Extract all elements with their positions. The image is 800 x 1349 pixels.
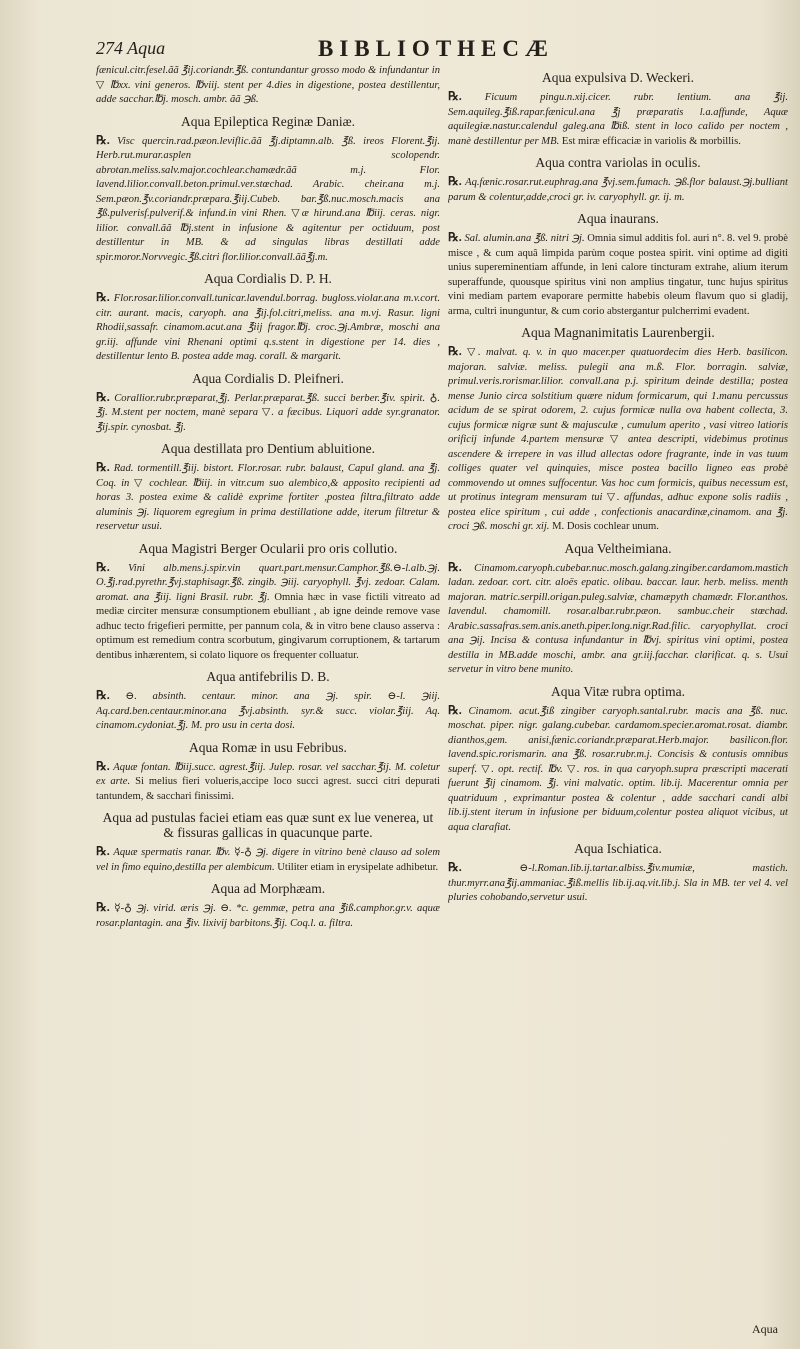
recipe-section	[448, 325, 788, 535]
recipe-title: Aqua Ischiatica.	[574, 841, 662, 856]
recipe-text	[96, 460, 440, 535]
recipe-symbol: ℞.	[448, 89, 462, 103]
recipe-title: Aqua ad Morphæam.	[210, 881, 326, 896]
recipe-section	[96, 740, 440, 805]
recipe-ingredients: Aquæ spermatis ranar. ℔v. ☿-♁ ℈j. digere in vitrino benè clauso ad solem vel in fimo equino,destilla per alembicum.	[96, 847, 440, 873]
recipe-section	[96, 371, 440, 436]
recipe-symbol: ℞.	[96, 290, 110, 304]
recipe-title: Aqua Veltheimiana.	[564, 540, 672, 556]
recipe-symbol: ℞.	[448, 174, 462, 188]
recipe-symbol: ℞.	[96, 559, 110, 574]
recipe-text	[448, 174, 788, 205]
recipe-instructions: Omnia simul additis fol. auri n°. 8. vel 9. probè misce , & cum aquâ limpida parùm coque postea spirit. vini optime ad digiti unius supereminentiam affunde, in leni calore tincturam extrahe, alium iterum superaffunde, quousque spiritus vini non amplius tingatur, tunc hujus spiritus vini mediam partem evaporare permitte habebis oleum flavum quo si gladij, arma, cultri inunguntur, & cum corio abstergantur pulcherrimi evadent.	[448, 233, 788, 317]
recipe-title: Aqua destillata pro Dentium abluitione.	[160, 441, 376, 456]
recipe-instructions: Utiliter etiam in erysipelate adhibetur.	[274, 861, 439, 873]
recipe-symbol: ℞.	[448, 344, 462, 358]
page-header	[96, 34, 764, 64]
recipe-section	[448, 841, 788, 906]
recipe-title: Aqua Vitæ rubra optima.	[551, 683, 685, 699]
recipe-section	[96, 441, 440, 535]
right-column	[448, 64, 788, 1343]
recipe-text	[96, 844, 440, 875]
recipe-title: Aqua inaurans.	[577, 211, 659, 226]
recipe-section	[448, 684, 788, 836]
recipe-text	[448, 860, 788, 906]
running-title: BIBLIOTHECÆ	[318, 36, 554, 61]
catchword: Aqua	[752, 1322, 778, 1336]
recipe-text	[96, 390, 440, 436]
recipe-text	[96, 759, 440, 805]
left-column	[96, 64, 440, 1343]
recipe-symbol: ℞.	[96, 900, 110, 914]
recipe-ingredients: Cinamom. acut.℥iß zingiber caryoph.santal.rubr. macis ana ℥ß. nuc. moschat. piper. nigr. galang.cubebar. cardamom.specier.aromat.rosat. diambr. dianthos,gem. anisi,fænic.coriandr.præparat.Herb.major. basilicon.flor. lavend.spic.rorismarin. ana ℥ß. rosar.rubr.m.j. Concisis & contusis omnibus superf. ▽. opt. rectif. ℔v. ▽. ros. in qua caryoph.supra præscripti macerati fuerunt ℥ij cinamom. ℥j. vini malvatic. optim. lib.ij. Macerentur omnia per quatriduum , exprimantur postea & colentur , adde sacchari candi albi lib.ij.stent iterum in infusione per biduum,colentur postea aliquot vicibus, ut aqua clarafiat.	[448, 705, 788, 833]
recipe-section	[96, 271, 440, 365]
continued-recipe: fænicul.citr.fesel.ãã ℥ij.coriandr.℥ß. contundantur grosso modo & infundantur in ▽ ℔xx. vini generos. ℔viij. stent per 4.dies in digestione, postea destillentur, adde sacchar.℔j. mosch. ambr. ãã ℈ß.	[96, 65, 440, 105]
recipe-title: Aqua contra variolas in oculis.	[535, 155, 701, 170]
recipe-symbol: ℞.	[448, 702, 462, 717]
recipe-section	[448, 211, 788, 319]
recipe-title: Aqua Cordialis D. Pleifneri.	[192, 370, 344, 386]
page-number: 274 Aqua	[96, 38, 166, 58]
recipe-title: Aqua antifebrilis D. B.	[206, 669, 330, 684]
recipe-ingredients: ▽. malvat. q. v. in quo macer.per quatuordecim dies Herb. basilicon. majoran. salviæ. meliss. pulegii ana m.ß. Flor. borragin. salviæ, primul.veris.rorismar.lilior. convall.ana p.j. spiritum deinde destilla; postea mense Junio circa solstitium quære nidum formicarum, qui 1.manu percussus acidum de se spirat odorem, 2. cujus formicæ nulla ova habent collecta, 3. cujus formicæ nigræ sunt & majusculæ , cumulum aperito , vasi vitreo latioris orificij infunde 4.partem mensuræ ▽ antea descripti, videbimus protinus ascendere & irrepere in vas illud allectas odore fragrante, inde in vas tuum colliges quater vel quinquies, misce postea bacillo ligneo eas probè commovendo ut omnes suffocentur. Vas hoc cum formicis, quibus necessum est, ut protinus integram mensuram tui ▽. affundas, adhuc expone solis radiis , postea elice spiritum , cui adde , confectionis anacardinæ,cinamom. ana ℥j. croci ℈ß. moschi gr. xij.	[448, 347, 788, 532]
recipe-title: Aqua Magistri Berger Ocularii pro oris collutio.	[138, 540, 398, 556]
recipe-instructions: Est miræ efficaciæ in variolis & morbillis.	[559, 135, 741, 147]
recipe-ingredients: Aq.fænic.rosar.rut.euphrag.ana ℥vj.sem.fumach. ℈ß.flor balaust.℈j.bulliant parum & colentur,adde,croci gr. iv. caryophyll. gr. ij. m.	[448, 177, 788, 203]
recipe-text	[448, 230, 788, 319]
recipe-text	[448, 560, 788, 678]
recipe-title: Aqua Romæ in usu Febribus.	[189, 739, 347, 755]
recipe-text	[448, 703, 788, 836]
recipe-section	[96, 881, 440, 931]
recipe-text	[448, 89, 788, 149]
recipe-title: Aqua Magnanimitatis Laurenbergii.	[521, 325, 715, 340]
recipe-symbol: ℞.	[96, 132, 110, 147]
recipe-instructions: Omnia hæc in vase fictili vitreato ad mediæ circiter mensuræ consumptionem ebulliant , ab igne deinde remove vase adhuc tecto frigefieri permitte, per pannum cola, & in vitro bene clauso asserva : optimum est remedium contra scorbutum, gingivarum corruptionem, & tartarum dentibus inhærentem, si colato liquore os frequenter colluatur.	[96, 591, 440, 661]
recipe-section	[96, 669, 440, 734]
left-sections	[96, 114, 440, 932]
recipe-ingredients: Flor.rosar.lilior.convall.tunicar.lavendul.borrag. bugloss.violar.ana m.v.cort. citr. aurant. macis, caryoph. ana ℥ij.fol.citri,meliss. ana m.vj. Rasur. ligni Rhodii,sassafr. cinamom.acut.ana ℥iij fragor.℔j. croc.℈j.Ambræ, moschi ana gr.iij. affunde vini Rhenani optimi q.s.stent in digestione per 14. dies , destillentur lento B. postea adde mag. corall. & margarit.	[96, 293, 440, 362]
recipe-title: Aqua ad pustulas faciei etiam eas quæ sunt ex lue venerea, ut & fissuras gallicas in quacunque parte.	[102, 810, 434, 840]
recipe-section	[96, 810, 440, 875]
recipe-symbol: ℞.	[448, 559, 462, 574]
recipe-symbol: ℞.	[96, 688, 110, 702]
recipe-ingredients: Ficuum pingu.n.xij.cicer. rubr. lentium. ana ℥ij. Sem.aquileg.℥iß.rapar.fænicul.ana ℥j præparatis l.a.affunde, Aquæ aquilegiæ.nastur.calendul galeg.ana ℔iß. stent in loco calido per noctem , manè destillentur per MB.	[448, 92, 788, 147]
recipe-symbol: ℞.	[96, 389, 110, 404]
recipe-text	[448, 344, 788, 535]
recipe-text	[96, 688, 440, 734]
recipe-symbol: ℞.	[448, 230, 462, 244]
recipe-symbol: ℞.	[96, 460, 110, 474]
recipe-ingredients: Corallior.rubr.præparat,℥j. Perlar.præparat.℥ß. succi berber.℥iv. spirit. ♁. ℥j. M.stent per noctem, manè separa ▽. a fæcibus. Liquori adde syr.granator. ℥ij.spir. cynosbat. ℥j.	[96, 392, 440, 433]
recipe-title: Aqua Epileptica Reginæ Daniæ.	[181, 113, 355, 129]
recipe-section	[96, 114, 440, 266]
recipe-section	[448, 541, 788, 678]
recipe-instructions: M. Dosis cochlear unum.	[549, 521, 659, 532]
recipe-section	[96, 541, 440, 664]
recipe-text	[96, 133, 440, 266]
recipe-ingredients: Rad. tormentill.℥iij. bistort. Flor.rosar. rubr. balaust, Capul gland. ana ℥j. Coq. in ▽ cochlear. ℔iij. in vitr.cum suo alembico,& apposito recipienti ad horas 3. postea exime & calidè exprime fortiter ,postea filtra,filtrato adde aluminis ℈j. liquorem egregium in prima destillatione adde, iterum filtretur & reservetur usui.	[96, 463, 440, 532]
right-sections	[448, 70, 788, 906]
recipe-text	[96, 290, 440, 365]
recipe-text	[96, 560, 440, 664]
recipe-text	[96, 900, 440, 931]
recipe-ingredients: ⊖. absinth. centaur. minor. ana ℈j. spir. ⊖-l. ℈iij. Aq.card.ben.centaur.minor.ana ℥vj.absinth. syr.& succ. violar.℥iij. Aq. cinamom.cydoniat.℥j. M. pro usu in certa dosi.	[96, 691, 440, 731]
recipe-ingredients: Cinamom.caryoph.cubebar.nuc.mosch.galang.zingiber.cardamom.mastich ladan. zedoar. cort. citr. aloës epatic. olibau. baccar. laur. herb. meliss. menth majoran. matric.serpill.origan.puleg.salviæ, chamæpyth chamædr. Flor.anthos. lavendul. chamomill. rosar.albar.rubr.pæon. sambuc.cheir stœchad. Arabic.sassafras.sem.anis.aneth.piper.long.nigr.Rad.filic. caryophyllat. croci ana ℈ij. Incisa & contusa infundantur in ℔vj. spiritus vini optimi, postea destilla in MB.adde moschi, ambr. ana gr.iij.facchar. clarificat. q. s. Usui servetur in vitro bene munito.	[448, 562, 788, 675]
recipe-ingredients: Vini alb.mens.j.spir.vin quart.part.mensur.Camphor.℥ß.⊖-l.alb.℈j. O.℥j.rad.pyrethr.℥vj.staphisagr.℥ß. zingib. ℈iij. caryophyll. ℥vj. zedoar. Calam. aromat. ana ℥iij. ligni Brasil. rubr. ℥j.	[96, 562, 440, 603]
recipe-symbol: ℞.	[96, 844, 110, 858]
recipe-ingredients: ☿-♁ ℈j. virid. æris ℈j. ⊖. *c. gemmæ, petra ana ℥iß.camphor.gr.v. aquæ rosar.plantagin. ana ℥iv. lixivij barbitons.℥ij. Coq.l. a. filtra.	[96, 903, 440, 929]
recipe-title: Aqua expulsiva D. Weckeri.	[542, 70, 694, 85]
recipe-section	[448, 155, 788, 205]
recipe-title: Aqua Cordialis D. P. H.	[204, 271, 332, 286]
recipe-symbol: ℞.	[448, 860, 462, 874]
recipe-ingredients: Aquæ fontan. ℔iij.succ. agrest.℥iij. Julep. rosar. vel sacchar.℥ij. M. coletur ex arte.	[96, 761, 440, 787]
recipe-ingredients: ⊖-l.Roman.lib.ij.tartar.albiss.℥iv.mumiæ, mastich. thur.myrr.ana℥ij.ammaniac.℥iß.mellis lib.ij.aq.vit.lib.j. Sla in MB. ter vel 4. vel pluries cohobando,servetur usui.	[448, 863, 788, 903]
recipe-ingredients: Sal. alumin.ana ℥ß. nitri ℈j.	[464, 233, 585, 244]
recipe-symbol: ℞.	[96, 758, 110, 773]
recipe-instructions: Si melius fieri volueris,accipe loco succi agrest. succi citri depurati tantundem, & sacchari finissimi.	[96, 776, 440, 802]
recipe-ingredients: Visc quercin.rad.pæon.leviflic.ãã ℥j.diptamn.alb. ℥ß. ireos Florent.℥ij. Herb.rut.murar.asplen scolopendr. abrotan.meliss.salv.major.cochlear.chamædr.ãã m.j. Flor. lavend.lilior.convall.beton.primul.ver.stœchad. Arabic. cheir.ana m.j. Sem.pæon.℥v.coriandr.præpara.℥iij.Cubeb. bar.℥ß.nuc.mosch.macis ana ℥ß.pulverisf.pulverif.& infund.in vini Rhen. ▽æ hirund.ana ℔iij. ceras. nigr. lilior. convall.ãã ℔j.stent in infusione & agitentur per octiduum, post destillentur in MB. & ad singulas libras destillati adde spir.moror.Norvvegic.℥ß.citri flor.lilior.convall.ãã℥j.m.	[96, 135, 440, 263]
recipe-section	[448, 70, 788, 149]
